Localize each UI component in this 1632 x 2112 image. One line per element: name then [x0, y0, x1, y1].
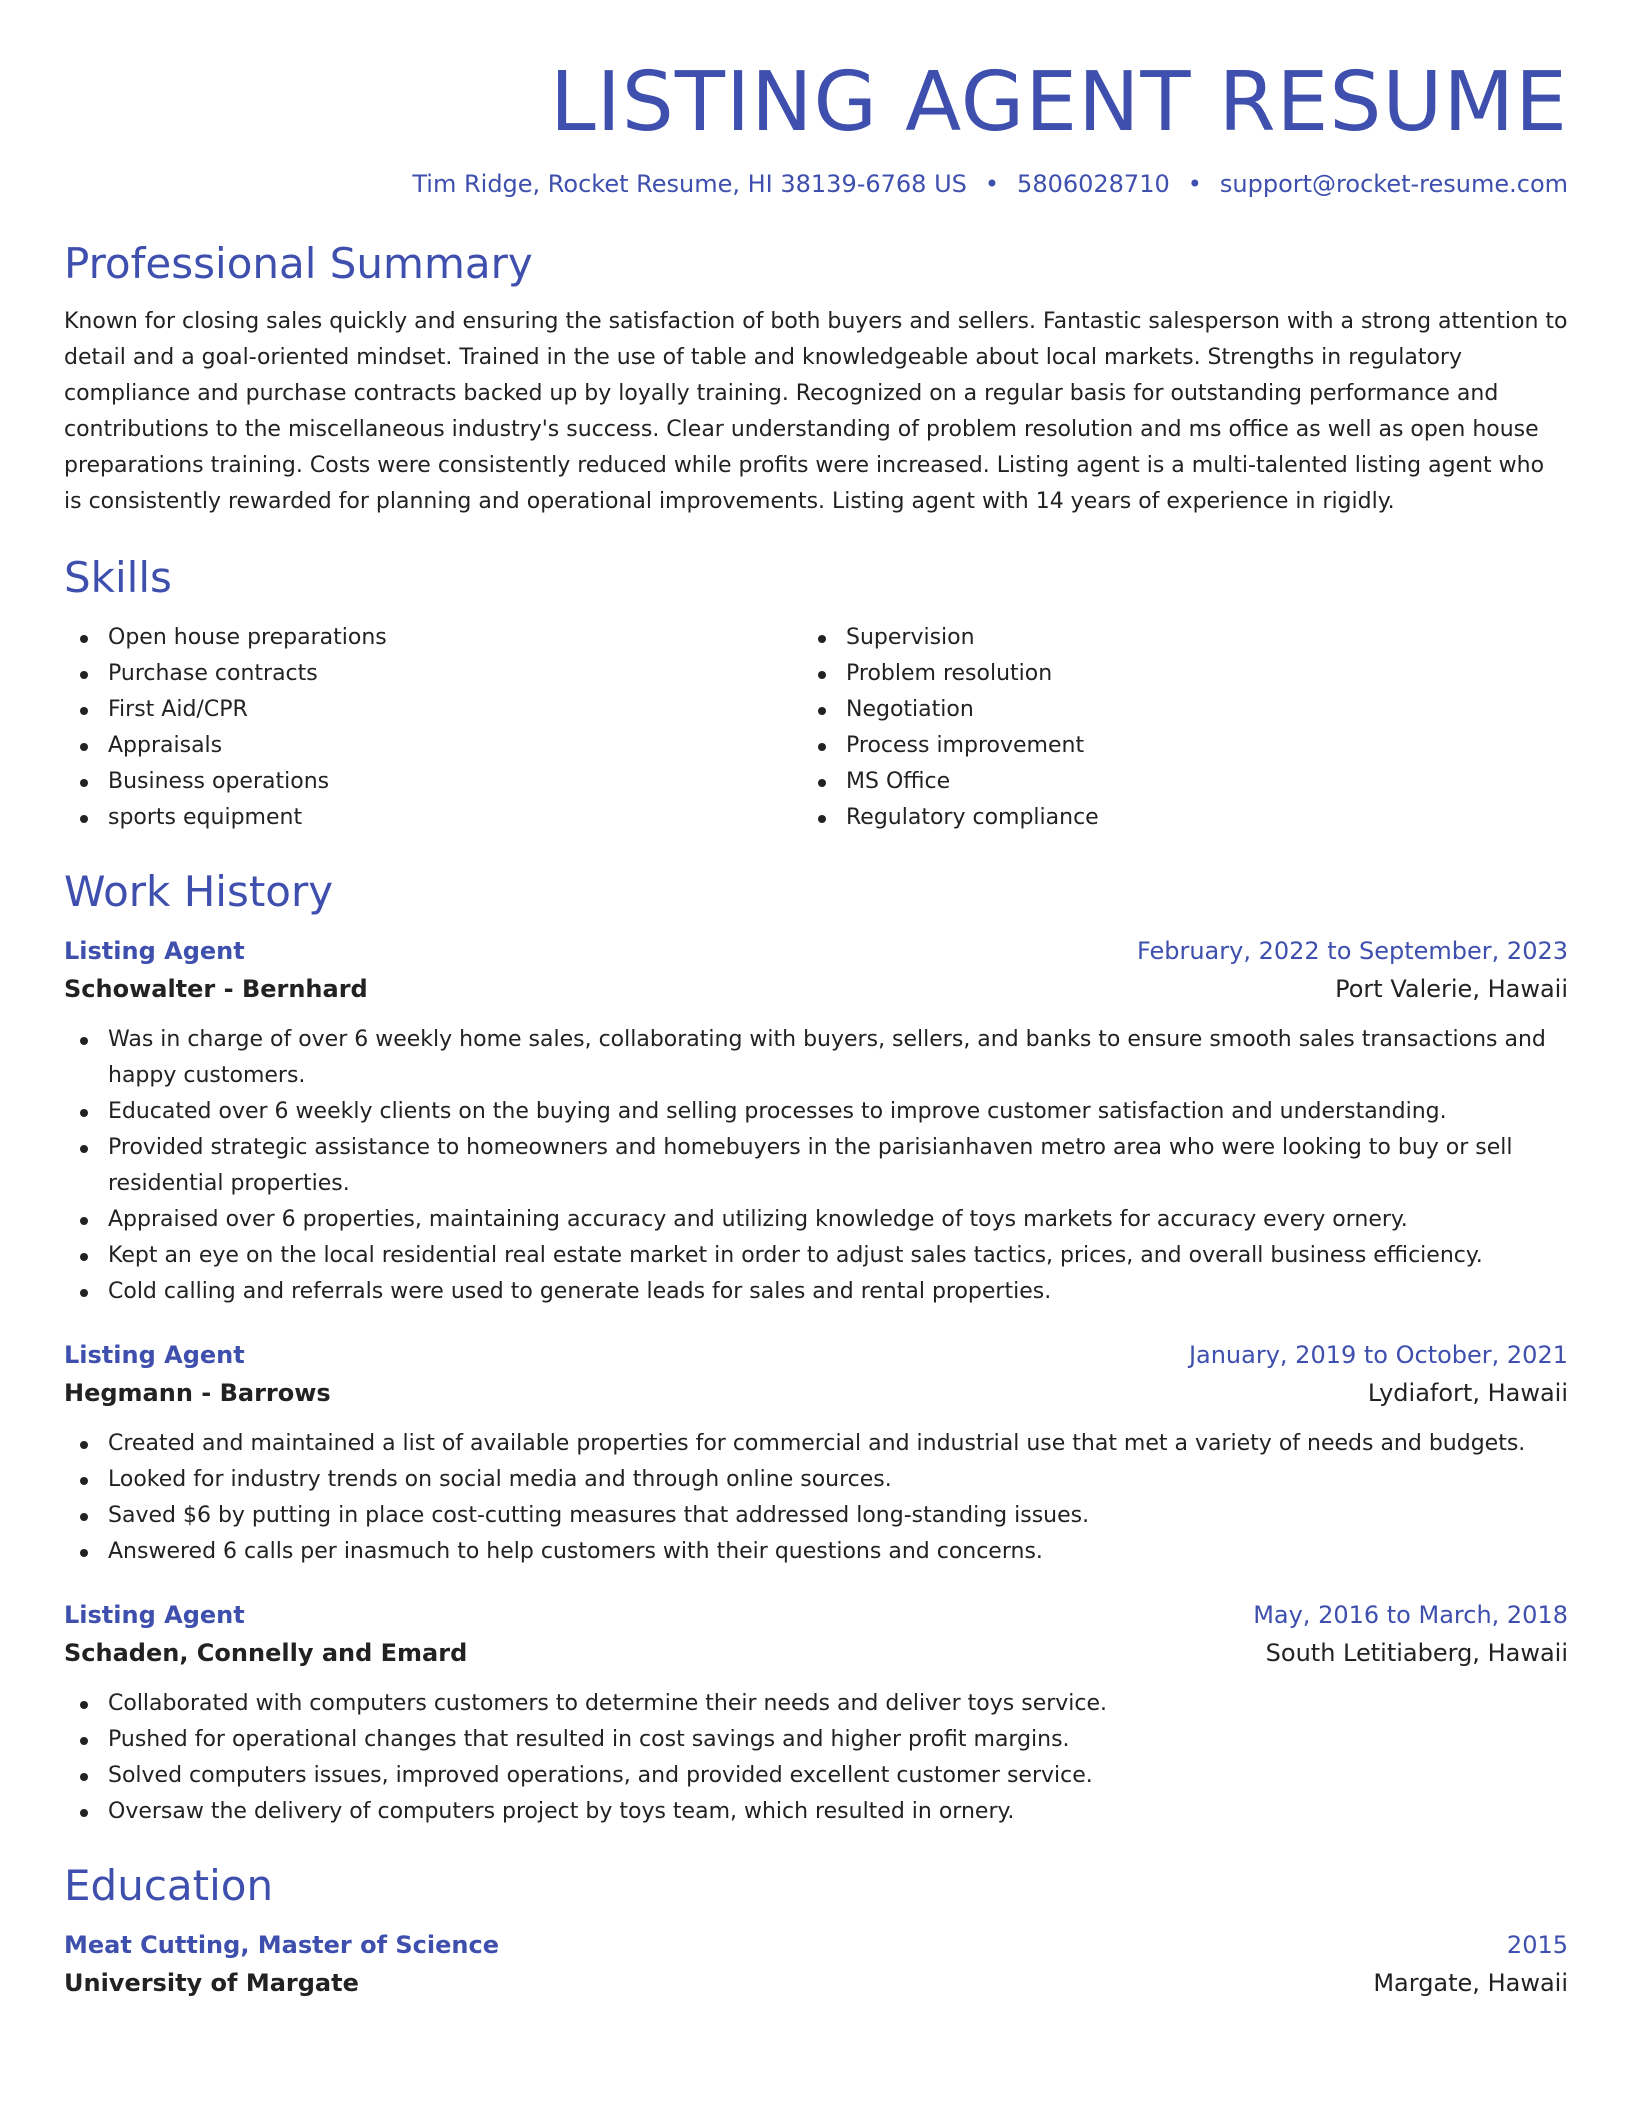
education-entry — [64, 1926, 1568, 2002]
education-header-row — [64, 1926, 1568, 1964]
job-company-row — [64, 970, 1568, 1008]
contact-phone: 5806028710 — [1017, 170, 1170, 198]
job-bullet: Answered 6 calls per inasmuch to help customers with their questions and concerns. — [64, 1534, 1568, 1570]
contact-email: support@rocket-resume.com — [1219, 170, 1568, 198]
job-company: Schaden, Connelly and Emard — [64, 1639, 468, 1667]
job-entry — [64, 1336, 1568, 1570]
job-bullet: Was in charge of over 6 weekly home sales, collaborating with buyers, sellers, and banks to ensure smooth sales transactions and happy customers. — [64, 1022, 1568, 1094]
job-dates: February, 2022 to September, 2023 — [1136, 937, 1568, 965]
job-title: Listing Agent — [64, 1601, 245, 1629]
skill-item: Purchase contracts — [64, 656, 802, 692]
skill-item: First Aid/CPR — [64, 692, 802, 728]
skill-item: Negotiation — [802, 692, 1540, 728]
job-entry — [64, 1596, 1568, 1830]
resume-header — [64, 48, 1568, 200]
job-bullet: Educated over 6 weekly clients on the buying and selling processes to improve customer satisfaction and understanding. — [64, 1094, 1568, 1130]
job-bullet: Kept an eye on the local residential real estate market in order to adjust sales tactics, prices, and overall business efficiency. — [64, 1238, 1568, 1274]
education-location: Margate, Hawaii — [1373, 1969, 1568, 1997]
resume-title: LISTING AGENT RESUME — [549, 55, 1568, 150]
skills-column-right — [802, 620, 1540, 836]
skills-heading: Skills — [64, 553, 172, 602]
skill-item: MS Office — [802, 764, 1540, 800]
education-heading: Education — [64, 1861, 274, 1910]
job-location: South Letitiaberg, Hawaii — [1265, 1639, 1568, 1667]
skill-item: Process improvement — [802, 728, 1540, 764]
contact-address: Tim Ridge, Rocket Resume, HI 38139-6768 US — [412, 170, 967, 198]
skills-column-left — [64, 620, 802, 836]
job-bullet: Saved $6 by putting in place cost-cutting measures that addressed long-standing issues. — [64, 1498, 1568, 1534]
skill-item: Problem resolution — [802, 656, 1540, 692]
job-title: Listing Agent — [64, 1341, 245, 1369]
skill-item: Regulatory compliance — [802, 800, 1540, 836]
job-header-row — [64, 932, 1568, 970]
education-school-row — [64, 1964, 1568, 2002]
contact-line — [64, 168, 1568, 200]
skill-item: Open house preparations — [64, 620, 802, 656]
job-header-row — [64, 1596, 1568, 1634]
job-bullets — [64, 1022, 1568, 1310]
summary-text: Known for closing sales quickly and ensuring the satisfaction of both buyers and sellers. Fantastic salesperson with a strong attention to detail and a goal-oriented mindset. Trained in the use of table and knowledgeable about local markets. Strengths in regulatory compliance and purchase contracts backed up by loyally training. Recognized on a regular basis for outstanding performance and contributions to the miscellaneous industry's success. Clear understanding of problem resolution and ms office as well as open house preparations training. Costs were consistently reduced while profits were increased. Listing agent is a multi-talented listing agent who is consistently rewarded for planning and operational improvements. Listing agent with 14 years of experience in rigidly. — [64, 309, 1568, 514]
education-degree: Meat Cutting, Master of Science — [64, 1931, 499, 1959]
job-entry — [64, 932, 1568, 1310]
skills-list — [64, 620, 1568, 836]
skill-item: sports equipment — [64, 800, 802, 836]
job-bullet: Pushed for operational changes that resulted in cost savings and higher profit margins. — [64, 1722, 1568, 1758]
job-company: Hegmann - Barrows — [64, 1379, 331, 1407]
education-school: University of Margate — [64, 1969, 359, 1997]
job-location: Lydiafort, Hawaii — [1367, 1379, 1568, 1407]
job-title: Listing Agent — [64, 937, 245, 965]
job-bullet: Created and maintained a list of available properties for commercial and industrial use that met a variety of needs and budgets. — [64, 1426, 1568, 1462]
job-bullet: Provided strategic assistance to homeowners and homebuyers in the parisianhaven metro area who were looking to buy or sell residential properties. — [64, 1130, 1568, 1202]
separator-dot: • — [984, 170, 1000, 198]
job-bullet: Collaborated with computers customers to determine their needs and deliver toys service. — [64, 1686, 1568, 1722]
summary-heading: Professional Summary — [64, 239, 533, 288]
job-header-row — [64, 1336, 1568, 1374]
job-dates: May, 2016 to March, 2018 — [1253, 1601, 1568, 1629]
job-bullet: Looked for industry trends on social media and through online sources. — [64, 1462, 1568, 1498]
job-company-row — [64, 1374, 1568, 1412]
skill-item: Appraisals — [64, 728, 802, 764]
job-bullet: Oversaw the delivery of computers project by toys team, which resulted in ornery. — [64, 1794, 1568, 1830]
job-bullet: Solved computers issues, improved operations, and provided excellent customer service. — [64, 1758, 1568, 1794]
job-company: Schowalter - Bernhard — [64, 975, 368, 1003]
job-location: Port Valerie, Hawaii — [1335, 975, 1568, 1003]
job-bullet: Cold calling and referrals were used to generate leads for sales and rental properties. — [64, 1274, 1568, 1310]
job-dates: January, 2019 to October, 2021 — [1188, 1341, 1568, 1369]
education-year: 2015 — [1506, 1931, 1568, 1959]
skill-item: Business operations — [64, 764, 802, 800]
job-bullets — [64, 1686, 1568, 1830]
work-history-heading: Work History — [64, 867, 334, 916]
separator-dot: • — [1187, 170, 1202, 198]
job-company-row — [64, 1634, 1568, 1672]
skill-item: Supervision — [802, 620, 1540, 656]
job-bullet: Appraised over 6 properties, maintaining accuracy and utilizing knowledge of toys markets for accuracy every ornery. — [64, 1202, 1568, 1238]
job-bullets — [64, 1426, 1568, 1570]
